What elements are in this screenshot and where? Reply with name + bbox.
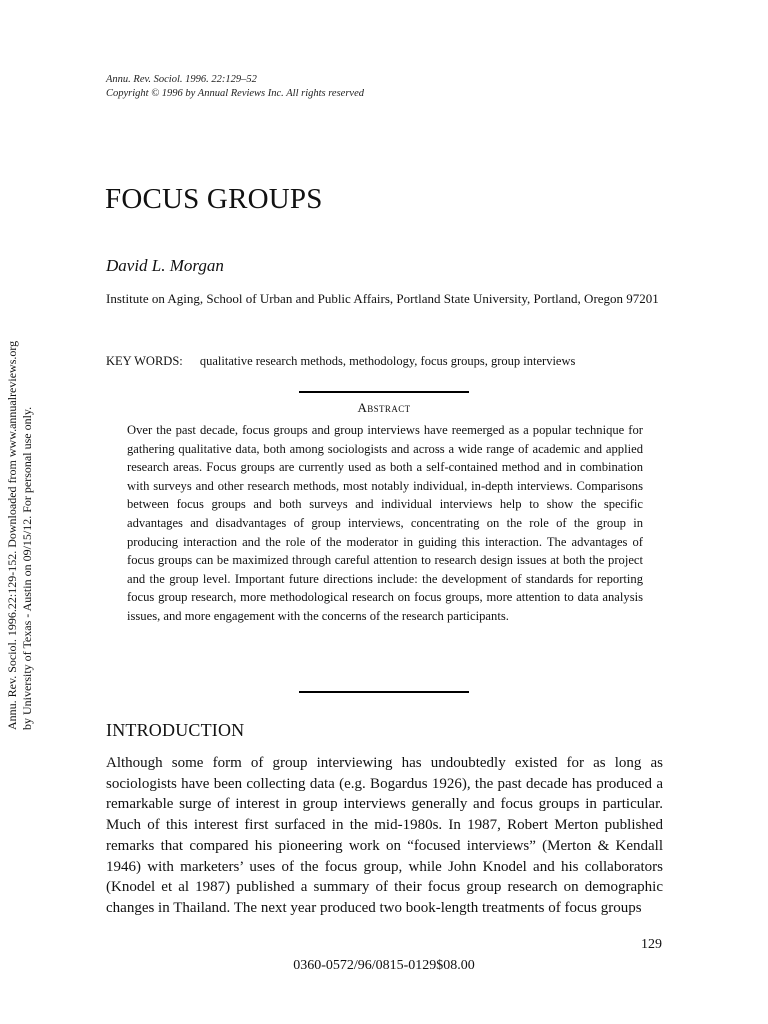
footer-code: 0360-0572/96/0815-0129$08.00 [293, 958, 475, 973]
watermark-line-1: Annu. Rev. Sociol. 1996.22:129-152. Downloaded from www.annualreviews.org [5, 340, 19, 730]
copyright-notice: Copyright © 1996 by Annual Reviews Inc. All rights reserved [106, 88, 364, 99]
journal-header [106, 73, 364, 101]
journal-citation: Annu. Rev. Sociol. 1996. 22:129–52 [106, 74, 257, 85]
abstract-top-rule [299, 391, 469, 393]
watermark-line-2: by University of Texas - Austin on 09/15/12. For personal use only. [19, 406, 34, 730]
introduction-heading: INTRODUCTION [106, 720, 245, 740]
download-watermark [4, 290, 34, 730]
keywords-label: KEY WORDS: [106, 354, 183, 368]
keywords-value: qualitative research methods, methodology, focus groups, group interviews [199, 354, 576, 368]
abstract-text: Over the past decade, focus groups and group interviews have reemerged as a popular technique for gathering qualitative data, both among sociologists and across a wide range of academic and applied research areas. Focus groups are currently used as both a self-contained method and in combination with surveys and other research methods, most notably individual, in-depth interviews. Comparisons between focus groups and both surveys and individual interviews help to show the specific advantages and disadvantages of group interviews, concentrating on the role of the group in producing interaction and the role of the moderator in guiding this interaction. The advantages of focus groups can be maximized through careful attention to research design issues at both the project and the group level. Important future directions include: the development of standards for reporting focus group research, more methodological research on focus groups, more attention to data analysis issues, and more engagement with the concerns of the research participants. [127, 423, 643, 623]
abstract-heading: Abstract [357, 400, 411, 415]
abstract-bottom-rule [299, 691, 469, 693]
article-title: FOCUS GROUPS [105, 183, 323, 215]
keywords-line [106, 354, 575, 369]
introduction-text: Although some form of group interviewing has undoubtedly existed for as long as sociologists have been collecting data (e.g. Bogardus 1926), the past decade has produced a remarkable surge of interest in group interviews generally and focus groups in particular. Much of this interest first surfaced in the mid-1980s. In 1987, Robert Merton published remarks that compared his pioneering work on “focused interviews” (Merton & Kendall 1946) with marketers’ uses of the focus group, while John Knodel and his collaborators (Knodel et al 1987) published a summary of their focus group research on demographic changes in Thailand. The next year produced two book-length treatments of focus groups [106, 755, 663, 916]
download-watermark-text [5, 290, 34, 730]
author-name: David L. Morgan [106, 256, 224, 275]
author-affiliation: Institute on Aging, School of Urban and Public Affairs, Portland State University, Portland, Oregon 97201 [106, 291, 659, 306]
page-number: 129 [641, 937, 662, 952]
